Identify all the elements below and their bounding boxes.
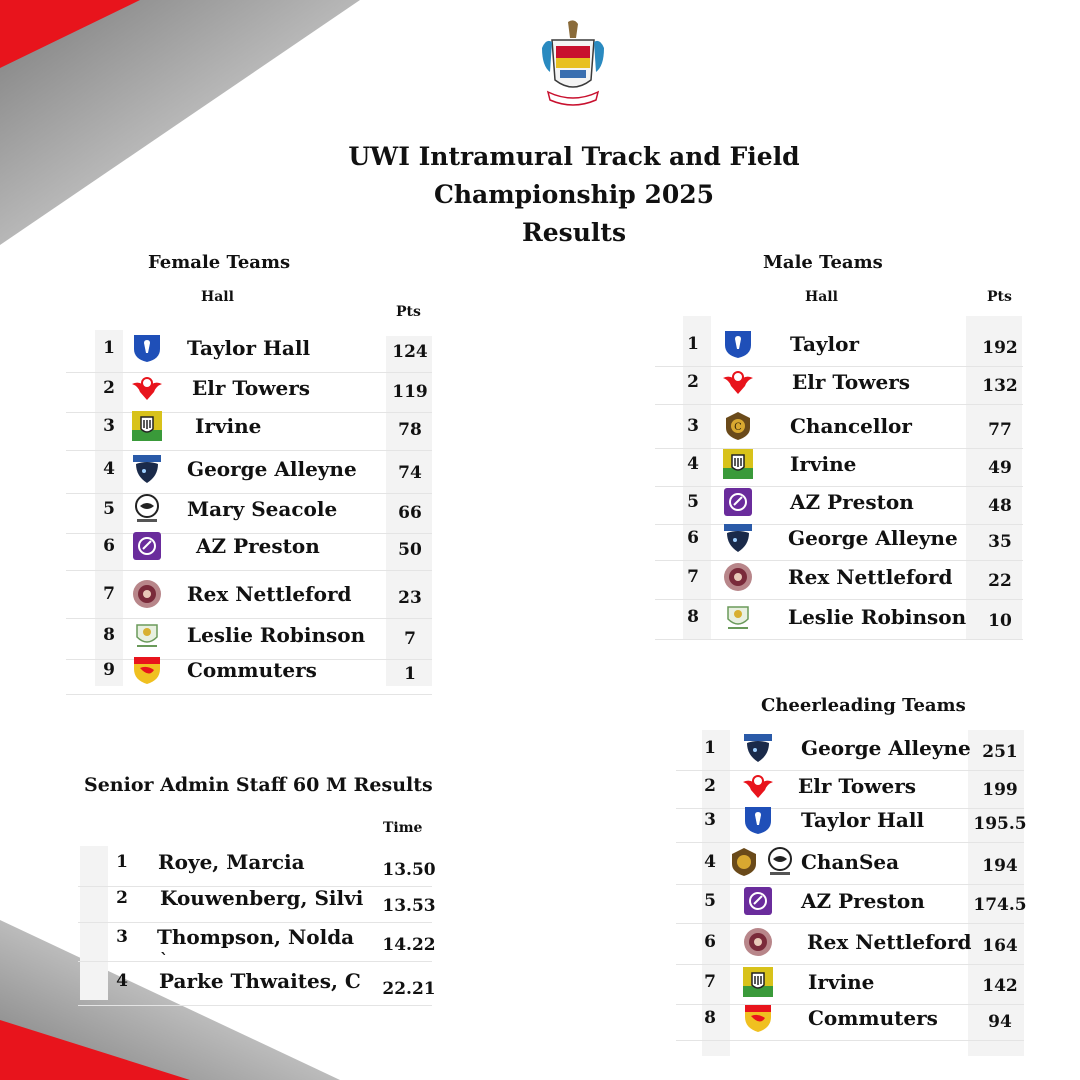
page-title: [300, 138, 848, 252]
female-name: Irvine: [195, 414, 262, 438]
cheer-rank: 2: [704, 776, 716, 796]
male-value: 22: [988, 571, 1012, 591]
cheer-value: 174.5: [973, 895, 1027, 915]
elr-towers-logo-icon: [131, 372, 163, 404]
female-rank: 7: [103, 584, 115, 604]
female-row-divider: [66, 694, 432, 695]
cheer-name: Taylor Hall: [801, 808, 925, 832]
cheer-row-divider: [676, 964, 1024, 965]
cheer-rank: 7: [704, 972, 716, 992]
cheer-name: Elr Towers: [798, 774, 917, 798]
chansea-logos-icon: [728, 846, 796, 878]
male-pts-header: Pts: [987, 289, 1012, 305]
cheer-rank: 5: [704, 891, 716, 911]
female-name: Commuters: [187, 658, 317, 682]
male-rank: 8: [687, 607, 699, 627]
cheer-row-divider: [676, 1004, 1024, 1005]
female-name: George Alleyne: [187, 457, 357, 481]
cheer-value: 142: [982, 976, 1018, 996]
female-rank: 8: [103, 625, 115, 645]
male-value: 35: [988, 532, 1012, 552]
male-rank: 7: [687, 567, 699, 587]
male-row-divider: [655, 404, 1023, 405]
male-name: Leslie Robinson: [788, 605, 967, 629]
george-alleyne-logo-icon: [742, 732, 774, 764]
female-value: 78: [398, 420, 422, 440]
irvine-logo-icon: [722, 448, 754, 480]
cheer-name: ChanSea: [801, 850, 900, 874]
george-alleyne-logo-icon: [131, 453, 163, 485]
female-rank: 5: [103, 499, 115, 519]
cheer-value: 195.5: [973, 814, 1027, 834]
irvine-logo-icon: [131, 410, 163, 442]
cheer-name: Rex Nettleford: [807, 930, 972, 954]
mary-seacole-logo-icon: [131, 493, 163, 525]
female-value: 7: [404, 629, 416, 649]
male-rank-band: [683, 316, 711, 640]
female-row-divider: [66, 618, 432, 619]
cheer-row-divider: [676, 884, 1024, 885]
female-name: AZ Preston: [196, 534, 320, 558]
female-row-divider: [66, 450, 432, 451]
male-row-divider: [655, 448, 1023, 449]
female-rank: 6: [103, 536, 115, 556]
male-row-divider: [655, 599, 1023, 600]
male-pts-band: [966, 316, 1022, 640]
admin-value: 13.53: [382, 896, 436, 916]
leslie-robinson-logo-icon: [722, 601, 754, 633]
male-name: AZ Preston: [790, 490, 914, 514]
male-rank: 2: [687, 372, 699, 392]
rex-nettleford-logo-icon: [742, 926, 774, 958]
taylor-logo-icon: [742, 804, 774, 836]
female-name: Rex Nettleford: [187, 582, 352, 606]
az-preston-logo-icon: [131, 530, 163, 562]
cheer-rank: 3: [704, 810, 716, 830]
commuters-logo-icon: [742, 1002, 774, 1034]
cheerleading-teams-heading: Cheerleading Teams: [761, 695, 966, 716]
male-name: George Alleyne: [788, 526, 958, 550]
female-hall-header: Hall: [201, 289, 234, 305]
cheer-name: AZ Preston: [801, 889, 925, 913]
admin-rank: 2: [116, 888, 128, 908]
female-name: Leslie Robinson: [187, 623, 366, 647]
rex-nettleford-logo-icon: [722, 561, 754, 593]
male-value: 132: [982, 376, 1018, 396]
admin-name: Roye, Marcia: [158, 850, 305, 874]
female-rank: 9: [103, 660, 115, 680]
male-value: 77: [988, 420, 1012, 440]
female-teams-heading: Female Teams: [148, 252, 291, 273]
admin-rank-band: [80, 846, 108, 1000]
cheer-rank: 4: [704, 852, 716, 872]
female-pts-header: Pts: [396, 304, 421, 320]
cheer-value: 164: [982, 936, 1018, 956]
admin-rank: 3: [116, 927, 128, 947]
cheer-row-divider: [676, 770, 1024, 771]
title-line-3: Results: [521, 218, 627, 247]
svg-text:C: C: [734, 422, 742, 433]
male-rank: 4: [687, 454, 699, 474]
admin-value: 22.21: [382, 979, 436, 999]
female-value: 23: [398, 588, 422, 608]
cheer-name: Commuters: [808, 1006, 938, 1030]
az-preston-logo-icon: [742, 885, 774, 917]
admin-time-header: Time: [383, 820, 423, 836]
cheer-name: George Alleyne: [801, 736, 971, 760]
cheer-value: 199: [982, 780, 1018, 800]
female-row-divider: [66, 493, 432, 494]
admin-results-heading: Senior Admin Staff 60 M Results: [84, 774, 433, 796]
female-row-divider: [66, 570, 432, 571]
admin-tick-mark: `: [160, 950, 168, 969]
male-name: Elr Towers: [792, 370, 911, 394]
female-value: 74: [398, 463, 422, 483]
cheer-row-divider: [676, 842, 1024, 843]
male-row-divider: [655, 560, 1023, 561]
cheer-row-divider: [676, 1040, 1024, 1041]
female-rank: 4: [103, 459, 115, 479]
female-rank: 3: [103, 416, 115, 436]
admin-row-divider: [78, 961, 432, 962]
female-rank: 2: [103, 378, 115, 398]
male-row-divider: [655, 366, 1023, 367]
irvine-logo-icon: [742, 966, 774, 998]
male-name: Chancellor: [790, 414, 912, 438]
male-value: 192: [982, 338, 1018, 358]
admin-row-divider: [78, 1005, 432, 1006]
cheer-rank: 1: [704, 738, 716, 758]
george-alleyne-logo-icon: [722, 522, 754, 554]
chancellor-logo-icon: [722, 410, 754, 442]
cheer-name: Irvine: [808, 970, 875, 994]
male-hall-header: Hall: [805, 289, 838, 305]
male-row-divider: [655, 486, 1023, 487]
admin-name: Parke Thwaites, C: [159, 969, 361, 993]
female-value: 50: [398, 540, 422, 560]
female-row-divider: [66, 412, 432, 413]
admin-value: 13.50: [382, 860, 436, 880]
rex-nettleford-logo-icon: [131, 578, 163, 610]
male-rank: 5: [687, 492, 699, 512]
female-row-divider: [66, 372, 432, 373]
admin-rank: 1: [116, 852, 128, 872]
admin-name: Kouwenberg, Silvi: [160, 886, 364, 910]
female-value: 66: [398, 503, 422, 523]
male-name: Taylor: [790, 332, 860, 356]
male-value: 10: [988, 611, 1012, 631]
cheer-pts-band: [968, 730, 1024, 1056]
male-rank: 6: [687, 528, 699, 548]
cheer-row-divider: [676, 923, 1024, 924]
admin-name: Thompson, Nolda: [157, 925, 355, 949]
male-row-divider: [655, 524, 1023, 525]
female-value: 1: [404, 664, 416, 684]
male-row-divider: [655, 639, 1023, 640]
cheer-rank: 6: [704, 932, 716, 952]
leslie-robinson-logo-icon: [131, 619, 163, 651]
cheer-value: 94: [988, 1012, 1012, 1032]
female-name: Elr Towers: [192, 376, 311, 400]
female-name: Taylor Hall: [187, 336, 311, 360]
title-line-2: Championship 2025: [433, 180, 715, 209]
female-rank: 1: [103, 338, 115, 358]
admin-value: 14.22: [382, 935, 436, 955]
male-name: Rex Nettleford: [788, 565, 953, 589]
female-name: Mary Seacole: [187, 497, 338, 521]
title-line-1: UWI Intramural Track and Field: [348, 142, 800, 171]
male-name: Irvine: [790, 452, 857, 476]
cheer-value: 194: [982, 856, 1018, 876]
male-value: 49: [988, 458, 1012, 478]
male-rank: 3: [687, 416, 699, 436]
commuters-logo-icon: [131, 654, 163, 686]
cheer-rank: 8: [704, 1008, 716, 1028]
taylor-logo-icon: [131, 332, 163, 364]
az-preston-logo-icon: [722, 486, 754, 518]
taylor-logo-icon: [722, 328, 754, 360]
uwi-crest-logo: [538, 18, 608, 114]
female-value: 124: [392, 342, 428, 362]
male-teams-heading: Male Teams: [763, 252, 883, 273]
elr-towers-logo-icon: [722, 366, 754, 398]
male-value: 48: [988, 496, 1012, 516]
male-rank: 1: [687, 334, 699, 354]
elr-towers-logo-icon: [742, 770, 774, 802]
admin-rank: 4: [116, 971, 128, 991]
cheer-value: 251: [982, 742, 1018, 762]
female-value: 119: [392, 382, 428, 402]
admin-row-divider: [78, 922, 432, 923]
